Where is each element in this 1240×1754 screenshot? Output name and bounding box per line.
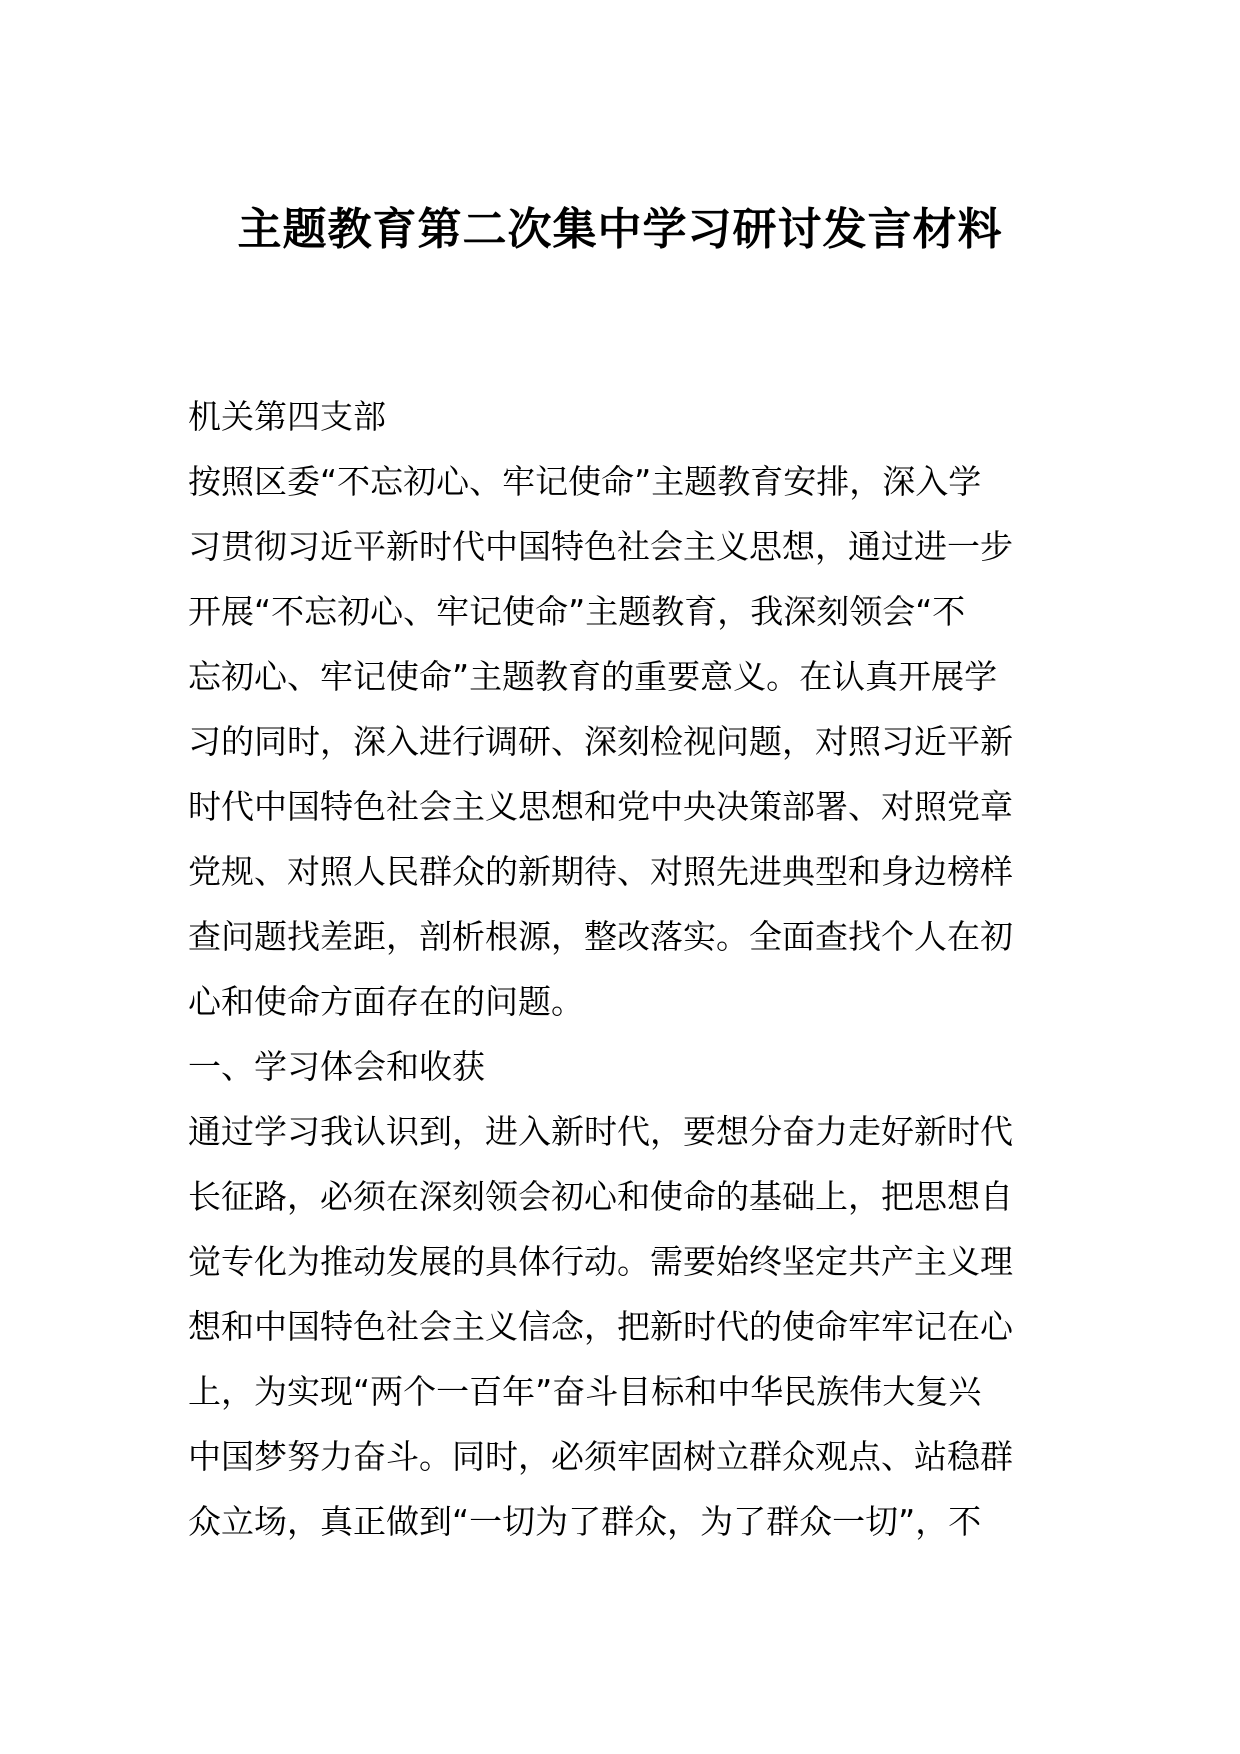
body-line: 上，为实现“两个一百年”奋斗目标和中华民族伟大复兴 xyxy=(188,1372,982,1411)
body-line: 通过学习我认识到，进入新时代，要想分奋力走好新时代 xyxy=(188,1112,1013,1151)
body-line: 觉专化为推动发展的具体行动。需要始终坚定共产主义理 xyxy=(188,1242,1013,1281)
body-line-branch: 机关第四支部 xyxy=(188,397,386,436)
document-title: 主题教育第二次集中学习研讨发言材料 xyxy=(237,204,1003,255)
body-line: 众立场，真正做到“一切为了群众，为了群众一切”，不 xyxy=(188,1502,982,1541)
document-body xyxy=(188,384,1068,1554)
body-line: 忘初心、牢记使命”主题教育的重要意义。在认真开展学 xyxy=(188,657,998,696)
section-heading: 一、学习体会和收获 xyxy=(188,1047,485,1086)
body-line: 长征路，必须在深刻领会初心和使命的基础上，把思想自 xyxy=(188,1177,1013,1216)
body-line: 时代中国特色社会主义思想和党中央决策部署、对照党章 xyxy=(188,787,1013,826)
body-line: 中国梦努力奋斗。同时，必须牢固树立群众观点、站稳群 xyxy=(188,1437,1013,1476)
body-line: 想和中国特色社会主义信念，把新时代的使命牢牢记在心 xyxy=(188,1307,1013,1346)
body-line: 开展“不忘初心、牢记使命”主题教育，我深刻领会“不 xyxy=(188,592,966,631)
body-line: 习的同时，深入进行调研、深刻检视问题，对照习近平新 xyxy=(188,722,1013,761)
body-line: 按照区委“不忘初心、牢记使命”主题教育安排，深入学 xyxy=(188,462,982,501)
body-line: 心和使命方面存在的问题。 xyxy=(188,982,584,1021)
body-line: 查问题找差距，剖析根源，整改落实。全面查找个人在初 xyxy=(188,917,1013,956)
body-line: 党规、对照人民群众的新期待、对照先进典型和身边榜样 xyxy=(188,852,1013,891)
body-line: 习贯彻习近平新时代中国特色社会主义思想，通过进一步 xyxy=(188,527,1013,566)
